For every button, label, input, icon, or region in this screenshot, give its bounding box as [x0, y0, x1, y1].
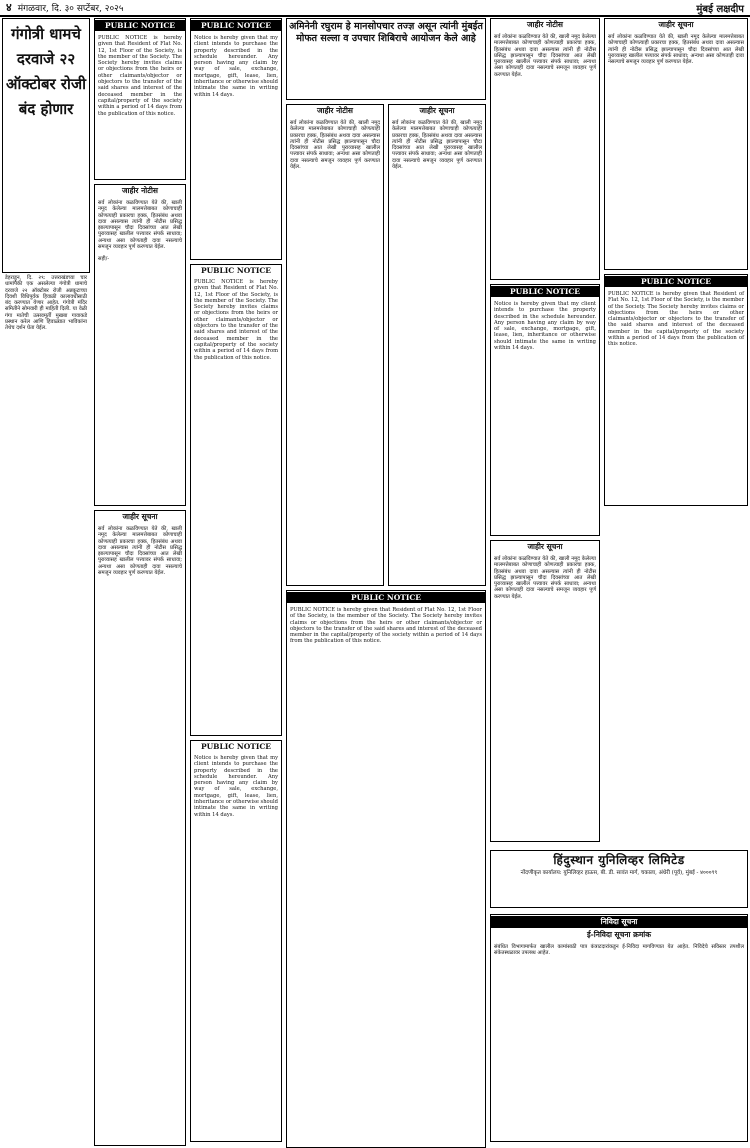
page-header: [0, 0, 750, 17]
page-number: ४: [6, 1, 12, 14]
jahir-notice-title: जाहीर नोटीस: [121, 186, 158, 195]
public-notice-3: [190, 264, 282, 736]
lead-column: [2, 18, 90, 1146]
public-notice-3-title: PUBLIC NOTICE: [200, 266, 272, 275]
lead-story: [2, 273, 90, 1137]
far-right-public-notice-title: PUBLIC NOTICE: [605, 276, 747, 287]
right-jahir-notice: [490, 18, 600, 280]
center-notice-right-title: जाहीर सूचना: [419, 106, 455, 115]
notices-column-2: [190, 18, 282, 1146]
public-notice-4-title: PUBLIC NOTICE: [200, 742, 272, 751]
center-notice-left-text: सर्व लोकांना कळविण्यात येते की, खाली नमूद केलेल्या मालमत्तेबाबत कोणाचाही कोणत्याही प्रकारचा हक्क, हितसंबंध अथवा दावा असल्यास त्यांनी ही नोटीस प्रसिद्ध झाल्यापासून चौदा दिवसांच्या आत लेखी पुराव्यासह खालील पत्त्यावर संपर्क साधावा; अन्यथा असा कोणताही दावा नसल्याचे समजून व्यवहार पूर्ण करण्यात येईल.: [290, 120, 380, 171]
far-right-public-notice: [604, 274, 748, 506]
far-right-public-notice-text: PUBLIC NOTICE is hereby given that Resident of Flat No. 12, 1st Floor of the Society, is the member of the Society. The Society hereby invites claims or objections from the heirs or other claimants/objector or objectors to the transfer of the said shares and interest of the deceased member in the capital/property of the society within a period of 14 days from the publication of this notice.: [608, 291, 744, 348]
edition-name: मुंबई लक्षदीप: [696, 4, 744, 15]
jahir-suchana-title: जाहीर सूचना: [122, 512, 158, 521]
notices-column-1: [94, 18, 186, 1146]
date-line: मंगळवार, दि. ३० सप्टेंबर, २०२५: [17, 4, 124, 14]
center-notice-left: [286, 104, 384, 586]
tender-text: संबंधित विभागामार्फत खालील कामांसाठी पात्र कंत्राटदारांकडून ई-निविदा मागविण्यात येत आहेत. निविदेचे सविस्तर तपशील संकेतस्थळावर उपलब्ध आहेत.: [494, 944, 744, 957]
jahir-notice-1: [94, 184, 186, 506]
center-notice-right-text: सर्व लोकांना कळविण्यात येते की, खाली नमूद केलेल्या मालमत्तेबाबत कोणाचाही कोणत्याही प्रकारचा हक्क, हितसंबंध अथवा दावा असल्यास त्यांनी ही नोटीस प्रसिद्ध झाल्यापासून चौदा दिवसांच्या आत लेखी पुराव्यासह खालील पत्त्यावर संपर्क साधावा; अन्यथा असा कोणताही दावा नसल्याचे समजून व्यवहार पूर्ण करण्यात येईल.: [392, 120, 482, 171]
far-right-suchana-text: सर्व लोकांना कळविण्यात येते की, खाली नमूद केलेल्या मालमत्तेबाबत कोणाचाही कोणत्याही प्रकारचा हक्क, हितसंबंध अथवा दावा असल्यास त्यांनी ही नोटीस प्रसिद्ध झाल्यापासून चौदा दिवसांच्या आत लेखी पुराव्यासह खालील पत्त्यावर संपर्क साधावा; अन्यथा असा कोणताही दावा नसल्याचे समजून व्यवहार पूर्ण करण्यात येईल.: [608, 34, 744, 66]
jahir-notice-1-text: सर्व लोकांना कळविण्यात येते की, खाली नमूद केलेल्या मालमत्तेबाबत कोणाचाही कोणत्याही प्रकारचा हक्क, हितसंबंध अथवा दावा असल्यास त्यांनी ही नोटीस प्रसिद्ध झाल्यापासून चौदा दिवसांच्या आत लेखी पुराव्यासह खालील पत्त्यावर संपर्क साधावा; अन्यथा असा कोणताही दावा नसल्याचे समजून व्यवहार पूर्ण करण्यात येईल.: [98, 200, 182, 251]
lead-headline: गंगोत्री धामचे दरवाजे २२ ऑक्टोबर रोजी बंद होणार: [2, 18, 90, 273]
public-notice-3-text: PUBLIC NOTICE is hereby given that Resident of Flat No. 12, 1st Floor of the Society, is the member of the Society. The Society hereby invites claims or objections from the heirs or other claimants/objector or objectors to the transfer of the said shares and interest of the deceased member in the capital/property of the society within a period of 14 days from the publication of this notice.: [194, 279, 278, 361]
tender-title: निविदा सूचना: [491, 916, 747, 928]
right-jahir-suchana-title: जाहीर सूचना: [527, 542, 563, 551]
lead-story-text: डेहराडून, दि. २९: उत्तराखंडच्या चार धामांपैकी एक असलेल्या गंगोत्री धामाचे दरवाजे २२ ऑक्टोबर रोजी अन्नकूटाच्या दिवशी विधिपूर्वक हिवाळी कालावधीसाठी बंद करण्यात येणार आहेत. गंगोत्री मंदिर समितीने सोमवारी ही माहिती दिली. या वेळी गंगा मातेची उत्सवमूर्ती मुखबा गावाकडे प्रस्थान करेल आणि हिवाळ्यात भाविकांना तेथेच दर्शन घेता येईल.: [5, 275, 87, 332]
company-ad: [490, 850, 748, 910]
far-right-suchana: [604, 18, 748, 270]
center-public-notice: [286, 590, 486, 1148]
company-name: हिंदुस्थान युनिलिव्हर लिमिटेड: [553, 853, 685, 867]
public-notice-2: [190, 18, 282, 260]
signature: सही/-: [98, 256, 110, 263]
right-jahir-notice-title: जाहीर नोटीस: [526, 20, 563, 29]
center-notice-right: [388, 104, 486, 586]
right-jahir-suchana: [490, 540, 600, 842]
center-public-notice-title: PUBLIC NOTICE: [287, 592, 485, 603]
right-jahir-notice-text: सर्व लोकांना कळविण्यात येते की, खाली नमूद केलेल्या मालमत्तेबाबत कोणाचाही कोणत्याही प्रकारचा हक्क, हितसंबंध अथवा दावा असल्यास त्यांनी ही नोटीस प्रसिद्ध झाल्यापासून चौदा दिवसांच्या आत लेखी पुराव्यासह खालील पत्त्यावर संपर्क साधावा; अन्यथा असा कोणताही दावा नसल्याचे समजून व्यवहार पूर्ण करण्यात येईल.: [494, 34, 596, 78]
right-public-notice-text: Notice is hereby given that my client intends to purchase the property described in the schedule hereunder. Any person having any claim by way of sale, exchange, mortgage, gift, lease, lien, inheritance or otherwise should intimate the same in writing within 14 days.: [494, 301, 596, 352]
tender-sub: ई-निविदा सूचना क्रमांक: [586, 930, 652, 939]
public-notice-title: PUBLIC NOTICE: [95, 20, 185, 31]
public-notice-2-text: Notice is hereby given that my client intends to purchase the property described in the schedule hereunder. Any person having any claim by way of sale, exchange, mortgage, gift, lease, lien, inheritance or otherwise should intimate the same in writing within 14 days.: [194, 35, 278, 98]
right-jahir-suchana-text: सर्व लोकांना कळविण्यात येते की, खाली नमूद केलेल्या मालमत्तेबाबत कोणाचाही कोणत्याही प्रकारचा हक्क, हितसंबंध अथवा दावा असल्यास त्यांनी ही नोटीस प्रसिद्ध झाल्यापासून चौदा दिवसांच्या आत लेखी पुराव्यासह खालील पत्त्यावर संपर्क साधावा; अन्यथा असा कोणताही दावा नसल्याचे समजून व्यवहार पूर्ण करण्यात येईल.: [494, 556, 596, 600]
public-notice-4: [190, 740, 282, 1142]
center-headline: अमिनेनी रघुराम हे मानसोपचार तज्ज्ञ असून त्यांनी मुंबईत मोफत सल्ला व उपचार शिबिराचे आयोजन केले आहे: [289, 21, 483, 44]
center-column: [286, 18, 486, 1146]
center-notice-left-title: जाहीर नोटीस: [316, 106, 353, 115]
jahir-suchana-1-text: सर्व लोकांना कळविण्यात येते की, खाली नमूद केलेल्या मालमत्तेबाबत कोणाचाही कोणत्याही प्रकारचा हक्क, हितसंबंध अथवा दावा असल्यास त्यांनी ही नोटीस प्रसिद्ध झाल्यापासून चौदा दिवसांच्या आत लेखी पुराव्यासह खालील पत्त्यावर संपर्क साधावा; अन्यथा असा कोणताही दावा नसल्याचे समजून व्यवहार पूर्ण करण्यात येईल.: [98, 526, 182, 577]
center-headline-block: [286, 18, 486, 100]
center-public-notice-text: PUBLIC NOTICE is hereby given that Resident of Flat No. 12, 1st Floor of the Society, is the member of the Society. The Society hereby invites claims or objections from the heirs or other claimants/objector or objectors to the transfer of the said shares and interest of the deceased member in the capital/property of the society within a period of 14 days from the publication of this notice.: [290, 607, 482, 645]
far-right-suchana-title: जाहीर सूचना: [658, 20, 694, 29]
tender-notice: [490, 914, 748, 1144]
public-notice-2-title: PUBLIC NOTICE: [191, 20, 281, 31]
public-notice-1: [94, 18, 186, 180]
right-public-notice-title: PUBLIC NOTICE: [491, 286, 599, 297]
right-public-notice: [490, 284, 600, 536]
company-sub: नोंदणीकृत कार्यालय: युनिलिव्हर हाऊस, बी. डी. सावंत मार्ग, चकाला, अंधेरी (पूर्व), मुंबई - ४०००९९: [520, 870, 718, 876]
public-notice-1-text: PUBLIC NOTICE is hereby given that Resident of Flat No. 12, 1st Floor of the Society, is the member of the Society. The Society hereby invites claims or objections from the heirs or other claimants/objector or objectors to the transfer of the said shares and interest of the deceased member in the capital/property of the society within a period of 14 days from the publication of this notice.: [98, 35, 182, 117]
public-notice-4-text: Notice is hereby given that my client intends to purchase the property described in the schedule hereunder. Any person having any claim by way of sale, exchange, mortgage, gift, lease, lien, inheritance or otherwise should intimate the same in writing within 14 days.: [194, 755, 278, 818]
jahir-suchana-1: [94, 510, 186, 1146]
